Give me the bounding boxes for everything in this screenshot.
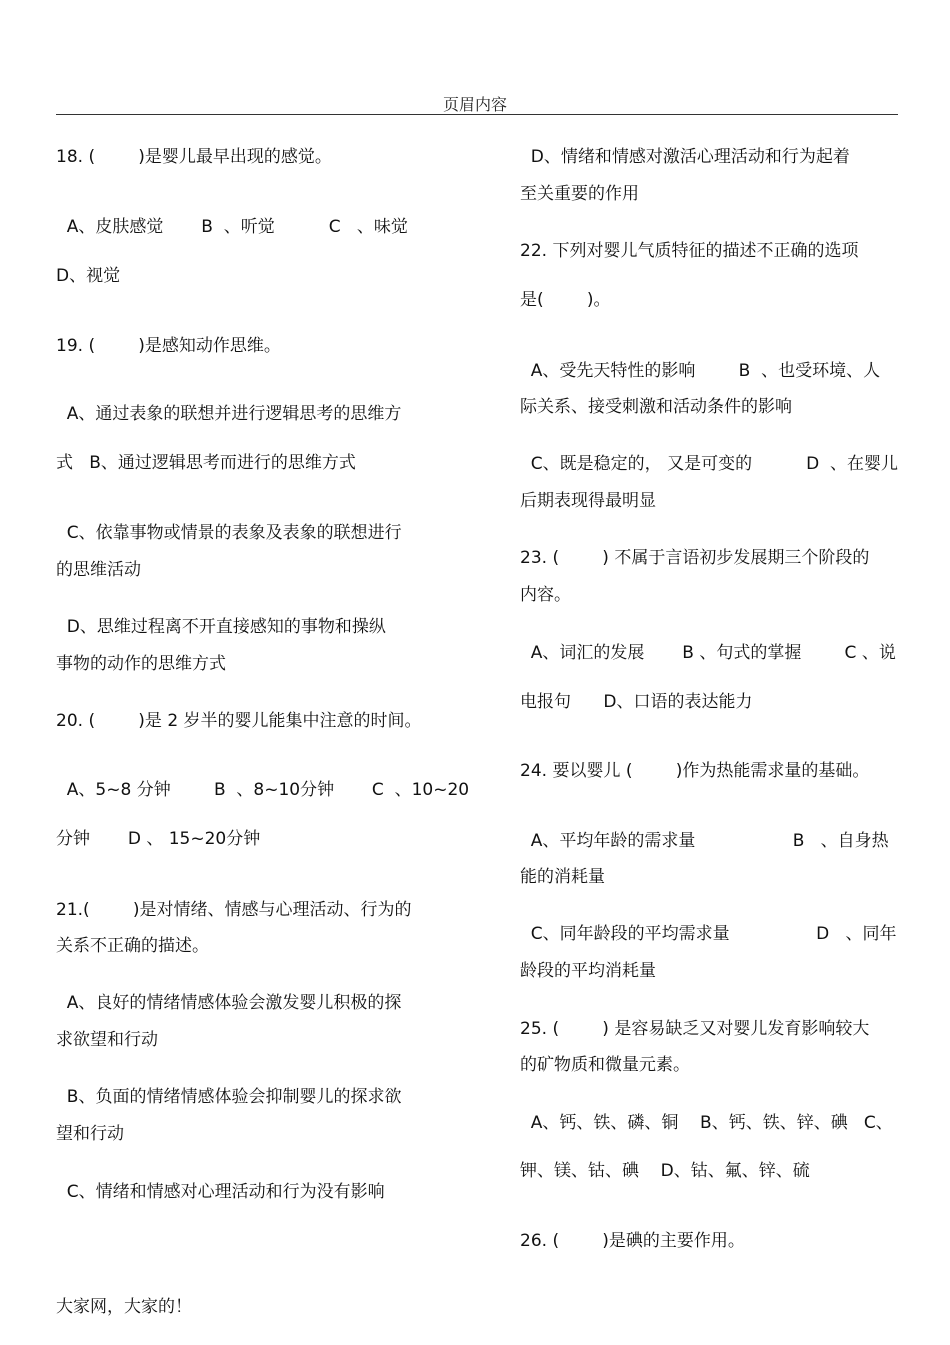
page-footer-text: 大家网，大家的！ (56, 1297, 192, 1317)
question-24-options-cd-line1: C、同年龄段的平均需求量 D 、同年 (520, 924, 897, 944)
question-18-stem: 18. ( )是婴儿最早出现的感觉。 (56, 147, 332, 167)
question-23-options-line1: A、词汇的发展 B 、句式的掌握 C 、说 (520, 643, 896, 663)
question-24-options-ab-line1: A、平均年龄的需求量 B 、自身热 (520, 831, 889, 851)
question-25-options-line1: A、钙、铁、磷、铜 B、钙、铁、锌、碘 C、 (520, 1113, 893, 1133)
question-22-options-ab-line1: A、受先天特性的影响 B 、也受环境、人 (520, 361, 881, 381)
question-21-option-d-line2: 至关重要的作用 (520, 184, 639, 204)
question-19-option-a-line2: 式 B、通过逻辑思考而进行的思维方式 (56, 453, 356, 473)
question-25-options-line2: 钾、镁、钴、碘 D、钴、氟、锌、硫 (520, 1161, 810, 1181)
question-18-options-line1: A、皮肤感觉 B 、听觉 C 、味觉 (56, 217, 408, 237)
question-21-option-b-line1: B、负面的情绪情感体验会抑制婴儿的探求欲 (56, 1087, 402, 1107)
question-22-stem-line1: 22. 下列对婴儿气质特征的描述不正确的选项 (520, 241, 859, 261)
question-25-stem-line2: 的矿物质和微量元素。 (520, 1055, 690, 1075)
question-23-stem-line2: 内容。 (520, 585, 571, 605)
question-20-options-line2: 分钟 D 、 15~20分钟 (56, 829, 261, 849)
question-22-options-cd-line1: C、既是稳定的， 又是可变的 D 、在婴儿 (520, 454, 899, 474)
question-20-stem: 20. ( )是 2 岁半的婴儿能集中注意的时间。 (56, 711, 422, 731)
question-19-option-c-line2: 的思维活动 (56, 560, 141, 580)
question-24-options-cd-line2: 龄段的平均消耗量 (520, 961, 656, 981)
question-24-stem: 24. 要以婴儿 ( )作为热能需求量的基础。 (520, 761, 870, 781)
question-23-options-line2: 电报句 D、口语的表达能力 (520, 692, 753, 712)
question-19-option-a-line1: A、通过表象的联想并进行逻辑思考的思维方 (56, 404, 402, 424)
question-21-option-c: C、情绪和情感对心理活动和行为没有影响 (56, 1182, 385, 1202)
question-18-options-line2: D、视觉 (56, 266, 121, 286)
question-22-stem-line2: 是( )。 (520, 290, 611, 310)
question-21-option-a-line1: A、良好的情绪情感体验会激发婴儿积极的探 (56, 993, 402, 1013)
question-20-options-line1: A、5~8 分钟 B 、8~10分钟 C 、10~20 (56, 780, 470, 800)
question-21-stem-line2: 关系不正确的描述。 (56, 936, 209, 956)
question-19-stem: 19. ( )是感知动作思维。 (56, 336, 281, 356)
page-header-title: 页眉内容 (442, 95, 507, 114)
question-21-option-d-line1: D、情绪和情感对激活心理活动和行为起着 (520, 147, 850, 167)
question-25-stem-line1: 25. ( ) 是容易缺乏又对婴儿发育影响较大 (520, 1019, 870, 1039)
question-23-stem-line1: 23. ( ) 不属于言语初步发展期三个阶段的 (520, 548, 870, 568)
question-22-options-cd-line2: 后期表现得最明显 (520, 491, 656, 511)
question-21-option-a-line2: 求欲望和行动 (56, 1030, 158, 1050)
question-22-options-ab-line2: 际关系、接受刺激和活动条件的影响 (520, 397, 792, 417)
question-21-stem-line1: 21.( )是对情绪、情感与心理活动、行为的 (56, 900, 412, 920)
header-divider (56, 114, 898, 115)
question-19-option-c-line1: C、依靠事物或情景的表象及表象的联想进行 (56, 523, 402, 543)
question-19-option-d-line1: D、思维过程离不开直接感知的事物和操纵 (56, 617, 386, 637)
question-24-options-ab-line2: 能的消耗量 (520, 867, 605, 887)
question-26-stem: 26. ( )是碘的主要作用。 (520, 1231, 745, 1251)
question-21-option-b-line2: 望和行动 (56, 1124, 124, 1144)
question-19-option-d-line2: 事物的动作的思维方式 (56, 654, 226, 674)
